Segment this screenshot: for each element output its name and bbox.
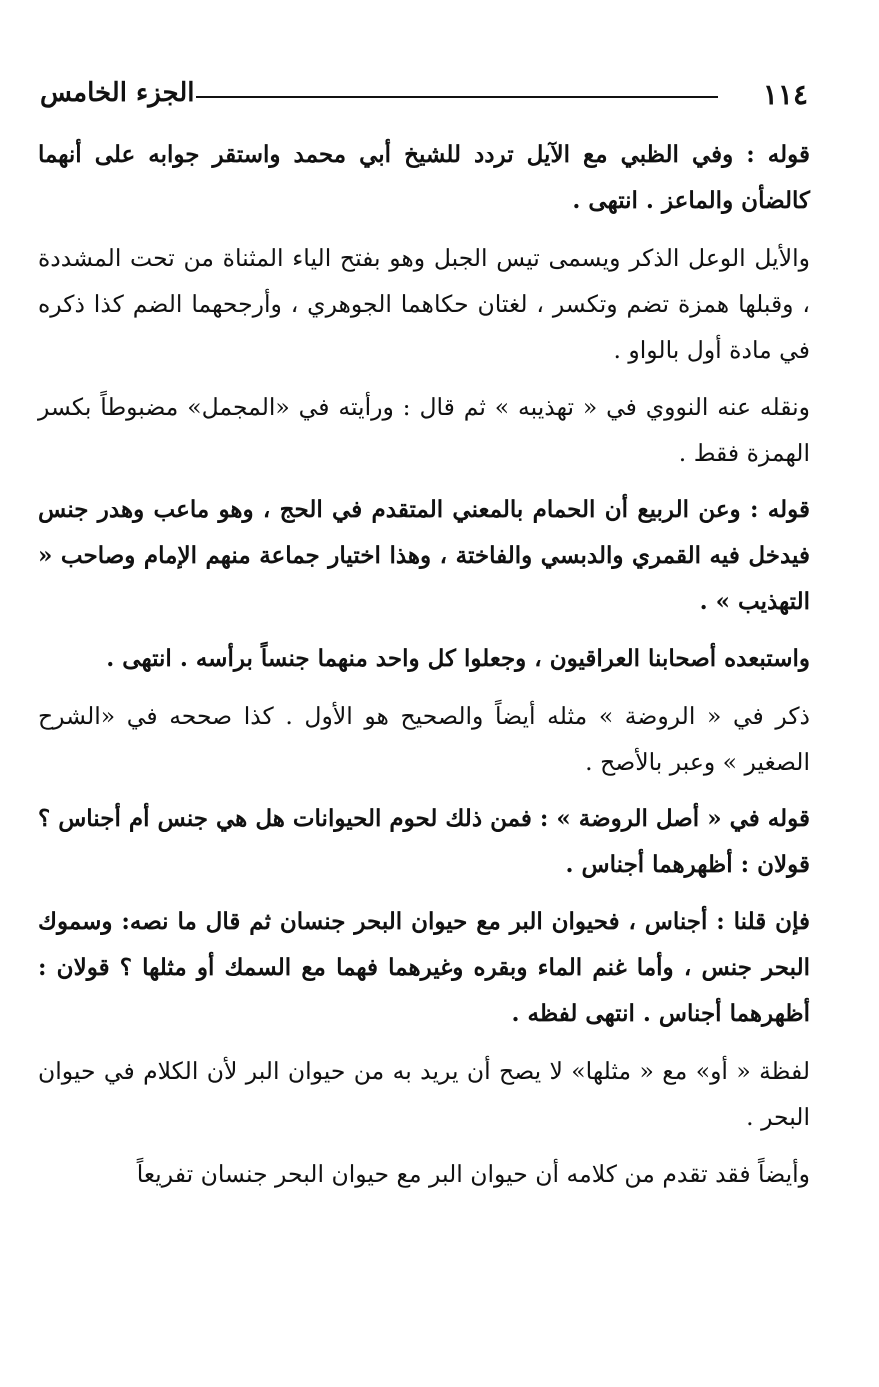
paragraph-6: ذكر في « الروضة » مثله أيضاً والصحيح هو الأول . كذا صححه في «الشرح الصغير » وعبر بالأصح . [38,702,810,776]
page-number: ١١٤ [762,78,808,111]
paragraph-5: واستبعده أصحابنا العراقيون ، وجعلوا كل واحد منهما جنساً برأسه . انتهى . [106,645,810,672]
paragraph-4: قوله : وعن الربيع أن الحمام بالمعني المتقدم في الحج ، وهو ماعب وهدر جنس فيدخل فيه القمري والدبسي والفاختة ، وهذا اختيار جماعة منهم الإمام وصاحب « التهذيب » . [38,496,810,615]
page-header [40,74,808,124]
running-title: الجزء الخامس [40,78,195,108]
paragraph-8: فإن قلنا : أجناس ، فحيوان البر مع حيوان البحر جنسان ثم قال ما نصه: وسموك البحر جنس ، وأما غنم الماء وبقره وغيرهما فهما مع السمك أو مثلها ؟ قولان : أظهرهما أجناس . انتهى لفظه . [38,908,810,1027]
body-text [38,132,810,1197]
paragraph-10: وأيضاً فقد تقدم من كلامه أن حيوان البر مع حيوان البحر جنسان تفريعاً [136,1160,810,1188]
paragraph-2: والأيل الوعل الذكر ويسمى تيس الجبل وهو بفتح الياء المثناة من تحت المشددة ، وقبلها همزة تضم وتكسر ، لغتان حكاهما الجوهري ، وأرجحهما الضم كذا ذكره في مادة أول بالواو . [38,244,810,364]
paragraph-3: ونقله عنه النووي في « تهذيبه » ثم قال : ورأيته في «المجمل» مضبوطاً بكسر الهمزة فقط . [38,393,810,467]
header-rule [196,96,718,98]
paragraph-7: قوله في « أصل الروضة » : فمن ذلك لحوم الحيوانات هل هي جنس أم أجناس ؟ قولان : أظهرهما أجناس . [38,805,810,878]
paragraph-9: لفظة « أو» مع « مثلها» لا يصح أن يريد به من حيوان البر لأن الكلام في حيوان البحر . [38,1057,810,1131]
paragraph-1: قوله : وفي الظبي مع الآيل تردد للشيخ أبي محمد واستقر جوابه على أنهما كالضأن والماعز . انتهى . [38,141,810,214]
